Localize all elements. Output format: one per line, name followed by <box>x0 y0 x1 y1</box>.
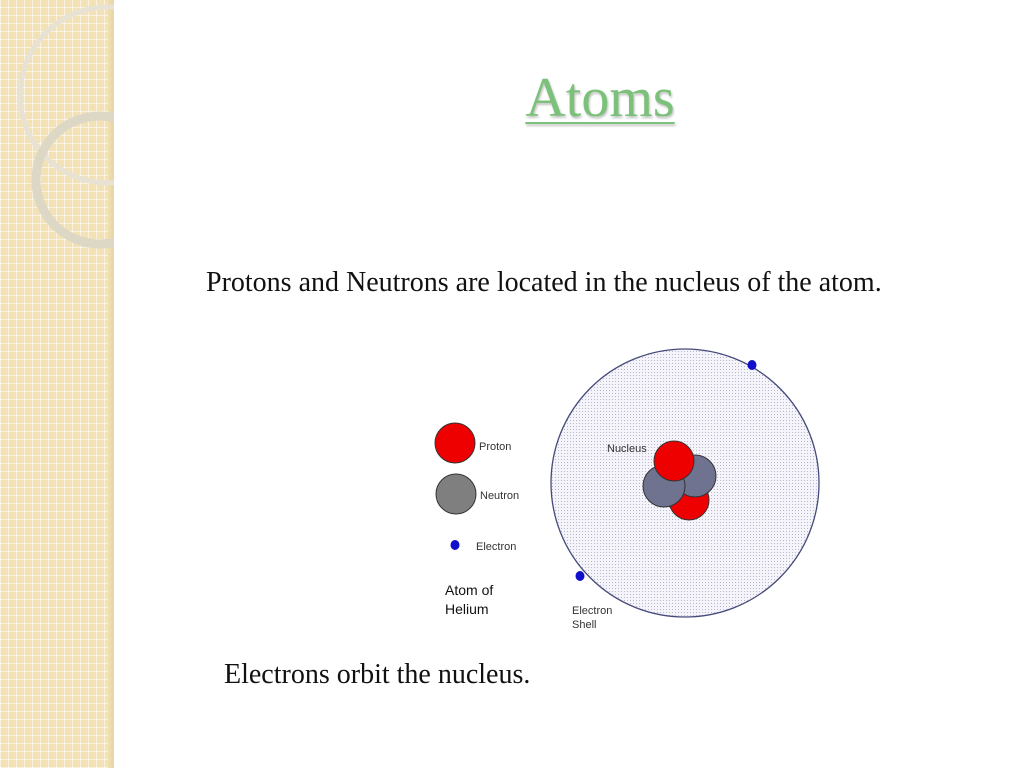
electrons-text: Electrons orbit the nucleus. <box>224 659 531 690</box>
electron-particle-bottom <box>576 571 585 581</box>
legend-electron-label: Electron <box>476 541 517 553</box>
slide-title: Atoms <box>525 67 675 129</box>
legend-neutron-label: Neutron <box>480 490 520 502</box>
legend-neutron-swatch <box>436 474 476 514</box>
caption-line2: Helium <box>445 601 489 617</box>
electron-particle-top <box>748 360 757 370</box>
shell-label-line2: Shell <box>572 619 597 631</box>
nucleus-proton-front <box>654 441 694 481</box>
caption-line1: Atom of <box>445 582 494 598</box>
legend-proton-swatch <box>435 423 475 463</box>
legend-proton-label: Proton <box>479 441 512 453</box>
protons-neutrons-text: Protons and Neutrons are located in the nucleus of the atom. <box>206 267 882 298</box>
legend-electron-swatch <box>451 540 460 550</box>
nucleus-label: Nucleus <box>607 443 647 455</box>
shell-label-line1: Electron <box>572 605 613 617</box>
